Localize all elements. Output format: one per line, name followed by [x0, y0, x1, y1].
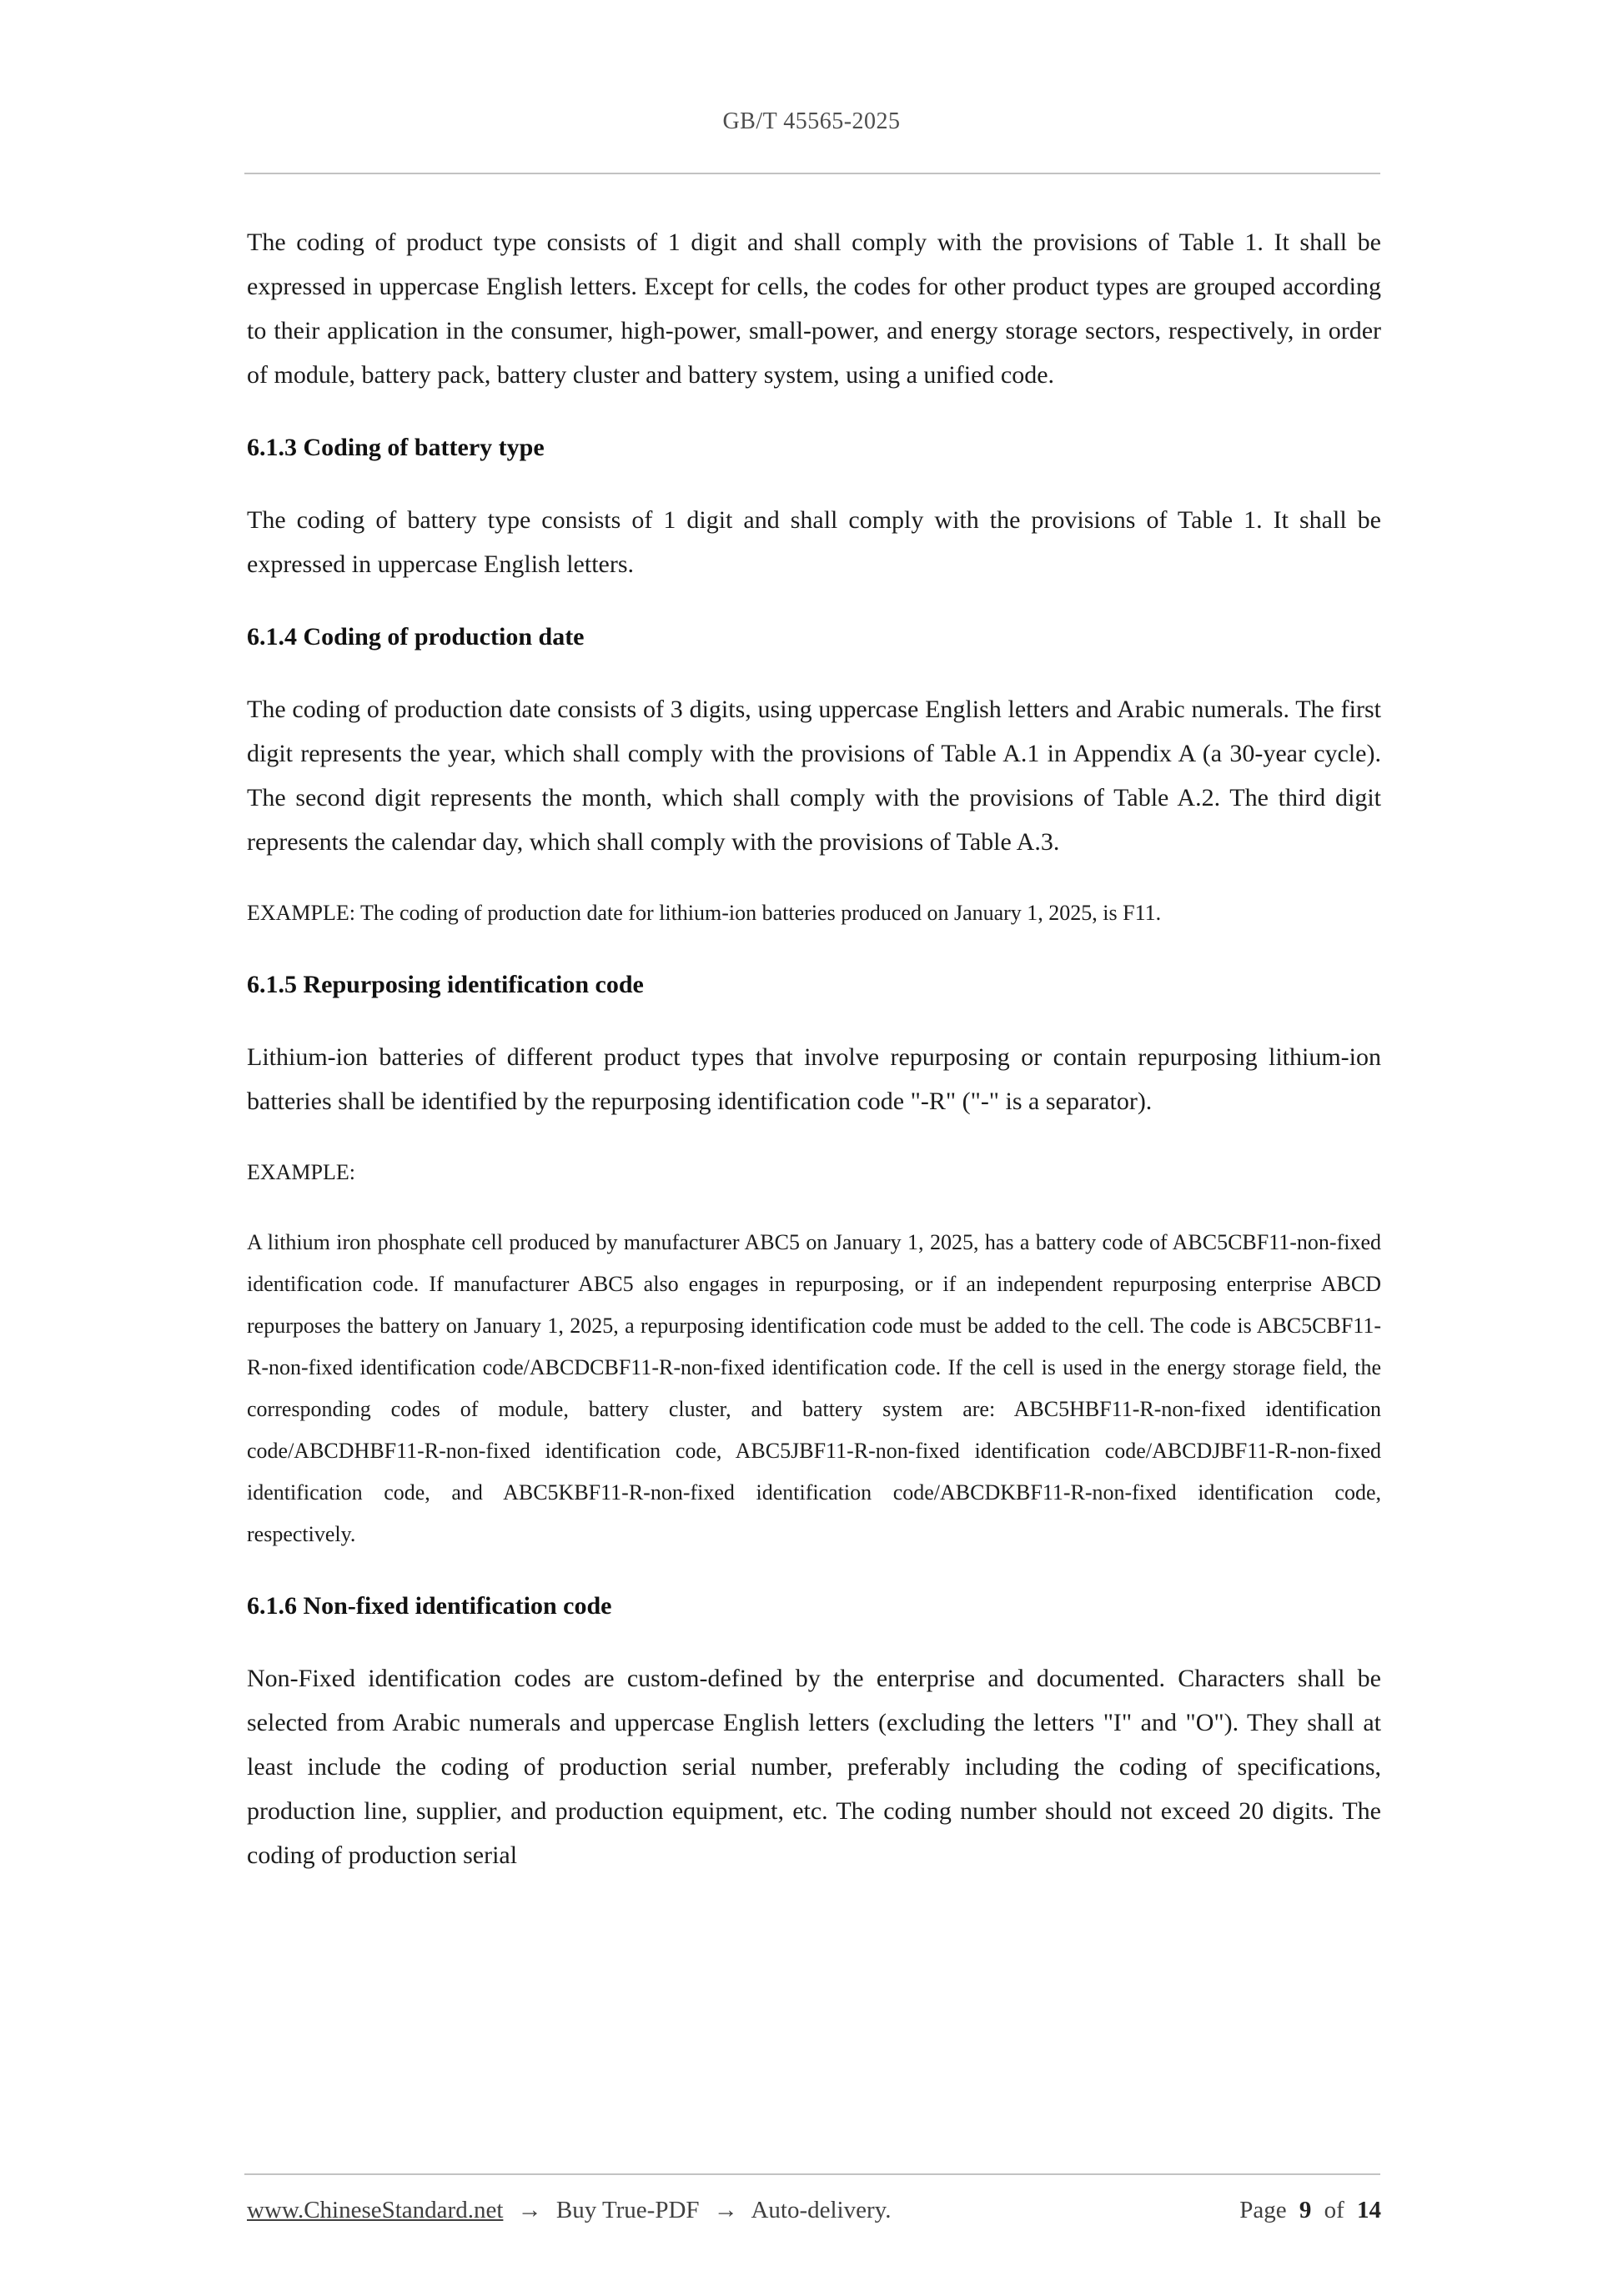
paragraph-product-type-coding: The coding of product type consists of 1 digit and shall comply with the provisions of Table 1. It shall be expressed in uppercase English letters. Except for cells, the codes for other product types are grouped according to their application in the consumer, high-power, small-power, and energy storage sectors, respectively, in order of module, battery pack, battery cluster and battery system, using a unified code. — [247, 229, 1381, 389]
auto-delivery-label: Auto-delivery. — [751, 2197, 892, 2223]
paragraph-non-fixed-code: Non-Fixed identification codes are custom-defined by the enterprise and documented. Characters shall be selected from Arabic numerals and uppercase English letters (excluding the letters "I" and "O"). They shall at least include the coding of production serial number, preferably including the coding of specifications, production line, supplier, and production equipment, etc. The coding number should not exceed 20 digits. The coding of production serial — [247, 1665, 1381, 1869]
example-production-date: EXAMPLE: The coding of production date for lithium-ion batteries produced on January 1, 2025, is F11. — [247, 901, 1162, 925]
example-repurposing-body: A lithium iron phosphate cell produced by manufacturer ABC5 on January 1, 2025, has a battery code of ABC5CBF11-non-fixed identification code. If manufacturer ABC5 also engages in repurposing, or if an independent repurposing enterprise ABCD repurposes the battery on January 1, 2025, a repurposing identification code must be added to the cell. The code is ABC5CBF11-R-non-fixed identification code/ABCDCBF11-R-non-fixed identification code. If the cell is used in the energy storage field, the corresponding codes of module, battery cluster, and battery system are: ABC5HBF11-R-non-fixed identification code/ABCDHBF11-R-non-fixed identification code, ABC5JBF11-R-non-fixed identification code/ABCDJBF11-R-non-fixed identification code, and ABC5KBF11-R-non-fixed identification code/ABCDKBF11-R-non-fixed identification code, respectively. — [247, 1230, 1381, 1546]
page-indicator — [1233, 2197, 1381, 2224]
paragraph-production-date-coding: The coding of production date consists of 3 digits, using uppercase English letters and Arabic numerals. The first digit represents the year, which shall comply with the provisions of Table A.1 in Appendix A (a 30-year cycle). The second digit represents the month, which shall comply with the provisions of Table A.2. The third digit represents the calendar day, which shall comply with the provisions of Table A.3. — [247, 696, 1381, 856]
paragraph-repurposing-code: Lithium-ion batteries of different product types that involve repurposing or contain repurposing lithium-ion batteries shall be identified by the repurposing identification code "-R" ("-" is a separator). — [247, 1043, 1381, 1115]
buy-true-pdf-label: Buy True-PDF — [555, 2197, 700, 2223]
heading-6-1-3-battery-type: 6.1.3 Coding of battery type — [247, 434, 545, 461]
footer-left — [247, 2197, 900, 2224]
document-content — [247, 220, 1381, 1906]
heading-6-1-5-repurposing-code: 6.1.5 Repurposing identification code — [247, 971, 644, 998]
paragraph-battery-type-coding: The coding of battery type consists of 1 digit and shall comply with the provisions of Table 1. It shall be expressed in uppercase English letters. — [247, 506, 1381, 578]
of-label: of — [1324, 2197, 1344, 2223]
page-footer — [247, 2197, 1381, 2224]
example-label: EXAMPLE: — [247, 1160, 355, 1184]
header-rule — [244, 173, 1380, 174]
right-arrow-icon: → — [517, 2197, 542, 2223]
header-doc-number: GB/T 45565-2025 — [722, 108, 901, 134]
page-label: Page — [1239, 2197, 1287, 2223]
heading-6-1-6-non-fixed-code: 6.1.6 Non-fixed identification code — [247, 1592, 612, 1620]
heading-6-1-4-production-date: 6.1.4 Coding of production date — [247, 623, 585, 651]
right-arrow-icon: → — [713, 2197, 738, 2223]
current-page-number: 9 — [1299, 2197, 1312, 2223]
footer-rule — [244, 2173, 1380, 2175]
site-link[interactable]: www.ChineseStandard.net — [247, 2197, 504, 2223]
total-page-number: 14 — [1357, 2197, 1381, 2223]
